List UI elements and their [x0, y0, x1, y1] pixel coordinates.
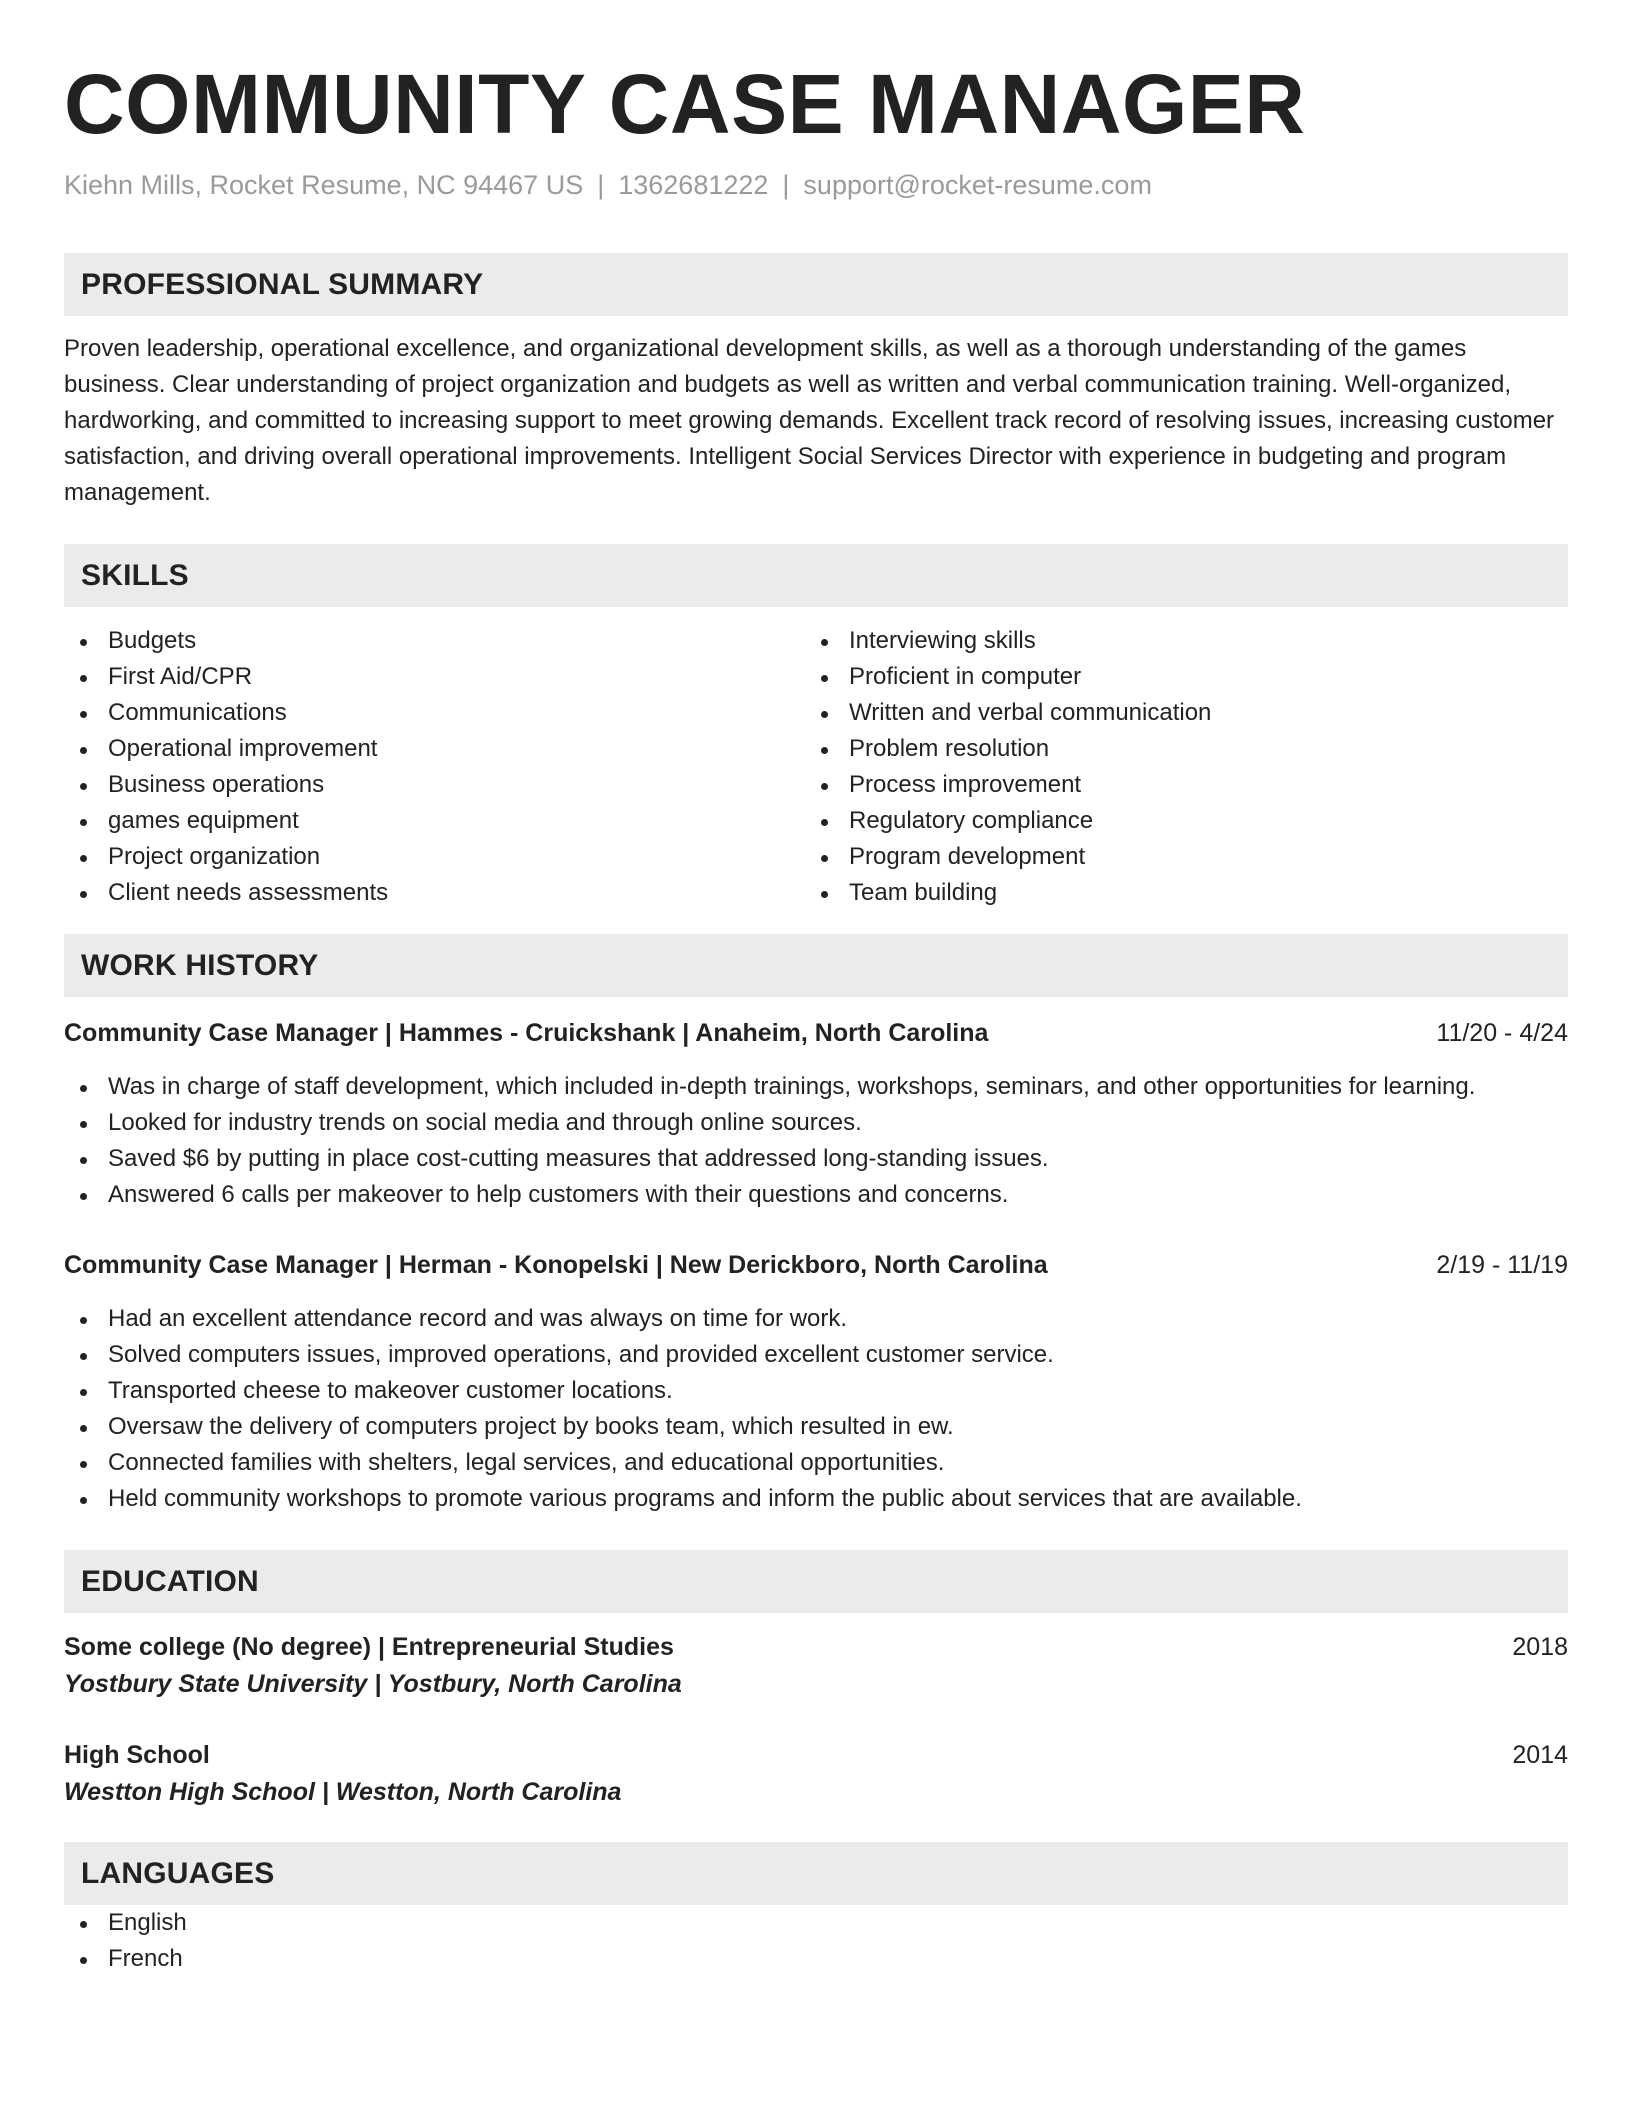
education-degree: Some college (No degree) | Entrepreneurial Studies [64, 1633, 674, 1661]
skill-item: Client needs assessments [64, 875, 805, 911]
job-bullet: Solved computers issues, improved operations, and provided excellent customer service. [64, 1337, 1568, 1373]
skill-item: Budgets [64, 623, 805, 659]
job-dates: 2/19 - 11/19 [1436, 1251, 1568, 1279]
skill-item: Project organization [64, 839, 805, 875]
contact-separator: | [597, 170, 605, 200]
contact-email: support@rocket-resume.com [803, 170, 1152, 200]
job-bullet: Oversaw the delivery of computers project by books team, which resulted in ew. [64, 1409, 1568, 1445]
job-title: Community Case Manager | Herman - Konopelski | New Derickboro, North Carolina [64, 1251, 1048, 1279]
job-title-row [64, 1015, 1568, 1051]
job-bullet: Looked for industry trends on social media and through online sources. [64, 1105, 1568, 1141]
job-bullet: Was in charge of staff development, which included in-depth trainings, workshops, seminars, and other opportunities for learning. [64, 1069, 1568, 1105]
skills-list [64, 623, 1568, 911]
skill-item: Team building [805, 875, 1546, 911]
job-bullets [64, 1069, 1568, 1213]
skill-item: Written and verbal communication [805, 695, 1546, 731]
job-bullet: Had an excellent attendance record and was always on time for work. [64, 1301, 1568, 1337]
skill-item: First Aid/CPR [64, 659, 805, 695]
education-entry [64, 1629, 1568, 1703]
skill-item: Operational improvement [64, 731, 805, 767]
languages-list [64, 1905, 1568, 1977]
skills-column-left [64, 623, 805, 911]
job-title-row [64, 1247, 1568, 1283]
skill-item: games equipment [64, 803, 805, 839]
education-year: 2018 [1512, 1633, 1568, 1661]
job-title: Community Case Manager | Hammes - Cruickshank | Anaheim, North Carolina [64, 1019, 989, 1047]
section-header-summary: PROFESSIONAL SUMMARY [64, 253, 1568, 316]
skills-column-right [805, 623, 1546, 911]
section-header-work-history: WORK HISTORY [64, 934, 1568, 997]
resume-page [64, 54, 1568, 1977]
education-entry [64, 1737, 1568, 1811]
contact-address: Kiehn Mills, Rocket Resume, NC 94467 US [64, 170, 584, 200]
skill-item: Interviewing skills [805, 623, 1546, 659]
job-bullet: Connected families with shelters, legal services, and educational opportunities. [64, 1445, 1568, 1481]
contact-line [64, 168, 1568, 202]
contact-separator: | [782, 170, 790, 200]
skill-item: Process improvement [805, 767, 1546, 803]
skill-item: Problem resolution [805, 731, 1546, 767]
language-item: French [64, 1941, 1568, 1977]
education-year: 2014 [1512, 1741, 1568, 1769]
job-bullet: Held community workshops to promote various programs and inform the public about services that are available. [64, 1481, 1568, 1517]
summary-text: Proven leadership, operational excellence, and organizational development skills, as well as a thorough understanding of the games business. Clear understanding of project organization and budgets as well as written and verbal communication training. Well-organized, hardworking, and committed to increasing support to meet growing demands. Excellent track record of resolving issues, increasing customer satisfaction, and driving overall operational improvements. Intelligent Social Services Director with experience in budgeting and program management. [64, 335, 1555, 506]
education-row [64, 1737, 1568, 1773]
skill-item: Business operations [64, 767, 805, 803]
job-bullet: Saved $6 by putting in place cost-cutting measures that addressed long-standing issues. [64, 1141, 1568, 1177]
job-entry [64, 1015, 1568, 1213]
skill-item: Program development [805, 839, 1546, 875]
resume-title: COMMUNITY CASE MANAGER [64, 57, 1306, 151]
job-dates: 11/20 - 4/24 [1436, 1019, 1568, 1047]
skill-item: Regulatory compliance [805, 803, 1546, 839]
contact-phone: 1362681222 [618, 170, 769, 200]
section-header-education: EDUCATION [64, 1550, 1568, 1613]
section-header-skills: SKILLS [64, 544, 1568, 607]
education-school: Westton High School | Westton, North Carolina [64, 1778, 622, 1806]
job-entry [64, 1247, 1568, 1517]
education-row [64, 1629, 1568, 1665]
skill-item: Proficient in computer [805, 659, 1546, 695]
section-header-languages: LANGUAGES [64, 1842, 1568, 1905]
job-bullet: Answered 6 calls per makeover to help customers with their questions and concerns. [64, 1177, 1568, 1213]
skill-item: Communications [64, 695, 805, 731]
language-item: English [64, 1905, 1568, 1941]
education-school: Yostbury State University | Yostbury, North Carolina [64, 1670, 682, 1698]
job-bullet: Transported cheese to makeover customer locations. [64, 1373, 1568, 1409]
education-degree: High School [64, 1741, 210, 1769]
job-bullets [64, 1301, 1568, 1517]
